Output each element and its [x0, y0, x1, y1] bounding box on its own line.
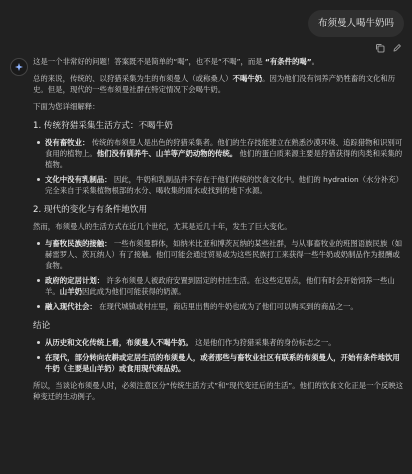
section1-heading: 1. 传统狩猎采集生活方式：不喝牛奶	[33, 121, 173, 131]
user-message-bubble: 布须曼人喝牛奶吗	[308, 10, 404, 37]
user-message-actions	[375, 43, 402, 53]
summary-paragraph: 总的来说，传统的、以狩猎采集为生的布须曼人（或称桑人）不喝牛奶。因为他们没有饲养产奶牲畜的文化和历史。但是，现代的一些布须曼社群在特定情况下会喝牛奶。	[33, 74, 396, 94]
assistant-message	[8, 56, 404, 408]
user-message-row	[308, 10, 404, 53]
conclusion-list	[33, 337, 404, 374]
list-item: 文化中没有乳制品： 因此，牛奶和乳制品并不存在于他们传统的饮食文化中。他们的 hydration（水分补充）完全来自于采集植物根部的水分、喝收集的雨水或找到的地下水源。	[45, 175, 403, 195]
list-item: 在现代，部分转向农耕或定居生活的布须曼人，或者那些与畜牧业社区有联系的布须曼人，开始有条件地饮用牛奶（主要是山羊奶）或食用现代商品奶。	[45, 352, 404, 374]
assistant-content	[33, 56, 404, 402]
copy-icon[interactable]	[375, 43, 385, 53]
explain-lead: 下面为您详细解释：	[33, 102, 100, 111]
assistant-avatar-icon	[10, 58, 28, 76]
section2-list	[33, 238, 404, 312]
edit-icon[interactable]	[392, 43, 402, 53]
list-item: 没有畜牧业： 传统的布须曼人是出色的狩猎采集者。他们的生存技能建立在熟悉沙漠环境、追踪猎物和识别可食用的植物上。他们没有驯养牛、山羊等产奶动物的传统。 他们的蛋白质来源主要是狩猎获得的肉类和采集的植物。	[45, 138, 403, 169]
section2-intro: 然而，布须曼人的生活方式在近几个世纪，尤其是近几十年，发生了巨大变化。	[33, 222, 292, 231]
section2-heading: 2. 现代的变化与有条件地饮用	[33, 205, 148, 215]
intro-paragraph: 这是一个非常好的问题！答案既不是简单的“喝”，也不是“不喝”，而是 “有条件的喝”。	[33, 57, 320, 66]
list-item: 政府的定居计划： 许多布须曼人被政府安置到固定的村庄生活。在这些定居点，他们有时会开始饲养一些山羊。山羊奶因此成为他们可能获得的奶源。	[45, 275, 404, 297]
section1-list	[33, 137, 404, 196]
conclusion-heading: 结论	[33, 321, 51, 331]
list-item: 从历史和文化传统上看，布须曼人不喝牛奶。 这是他们作为狩猎采集者的身份标志之一。	[45, 337, 404, 348]
list-item: 融入现代社会： 在现代城镇或村庄里，商店里出售的牛奶也成为了他们可以购买到的商品之一。	[45, 301, 404, 312]
list-item: 与畜牧民族的接触： 一些布须曼群体，如纳米比亚和博茨瓦纳的某些社群，与从事畜牧业的班图语族民族（如赫雷罗人、茨瓦纳人）有了接触。他们可能会通过贸易或为这些民族打工来获得一些牛奶或奶制品作为报酬或食物。	[45, 239, 403, 270]
outro-paragraph: 所以，当谈论布须曼人时，必须注意区分“传统生活方式”和“现代变迁后的生活”。他们的饮食文化正是一个反映这种变迁的生动例子。	[33, 381, 404, 401]
